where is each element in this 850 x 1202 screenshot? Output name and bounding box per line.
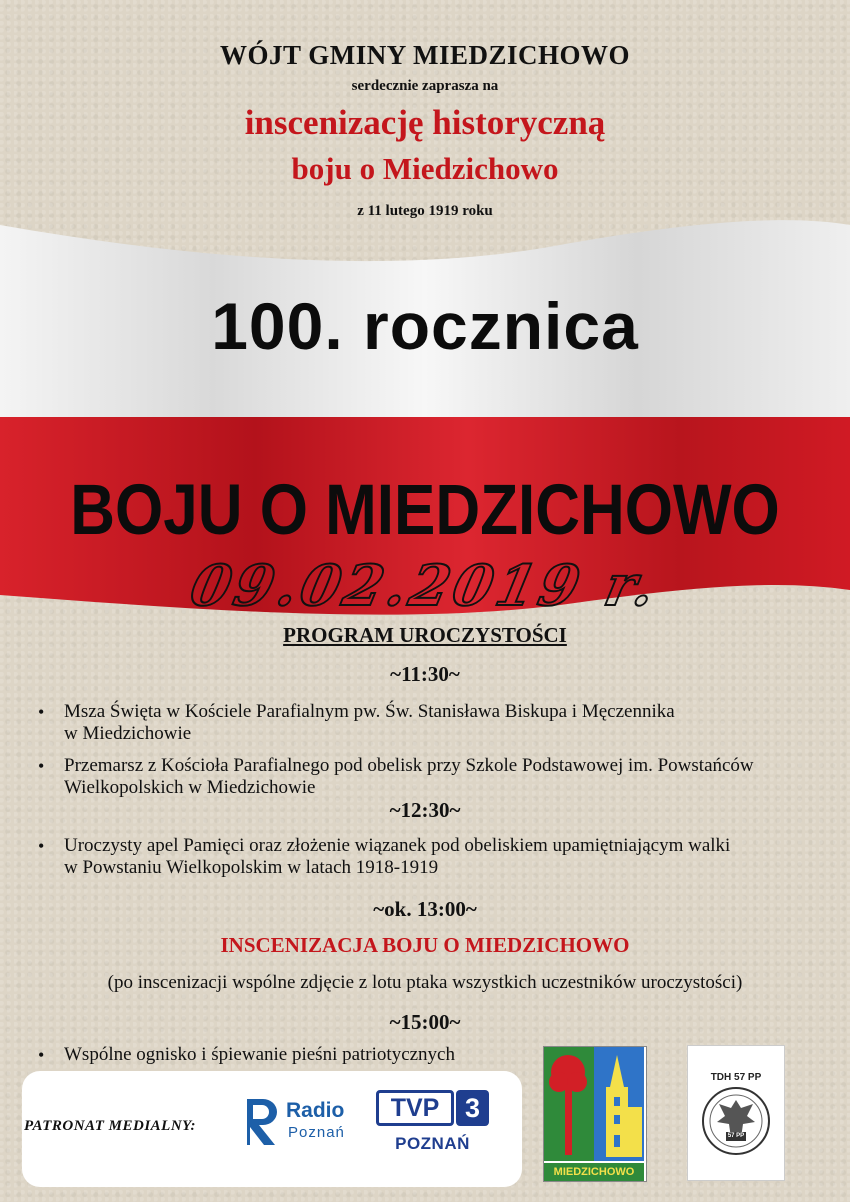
event-historic-date: z 11 lutego 1919 roku bbox=[357, 203, 493, 219]
program-heading: PROGRAM UROCZYSTOŚCI bbox=[283, 623, 567, 647]
tvp-number: 3 bbox=[456, 1090, 489, 1126]
time-1500: ~15:00~ bbox=[389, 1010, 461, 1034]
event-title-line2: boju o Miedzichowo bbox=[291, 151, 559, 186]
eagle-badge-icon bbox=[701, 1086, 771, 1156]
tdh-57pp-emblem bbox=[687, 1045, 785, 1181]
event-title-line1: inscenizację historyczną bbox=[244, 103, 606, 142]
list-item: • Msza Święta w Kościele Parafialnym pw. Św. Stanisława Biskupa i Męczennika w Miedzichowie bbox=[38, 701, 818, 745]
time-1230: ~12:30~ bbox=[389, 798, 461, 822]
list-item: • Przemarsz z Kościoła Parafialnego pod obelisk przy Szkole Podstawowej im. Powstańców Wielkopolskich w Miedzichowie bbox=[38, 755, 818, 799]
media-patron-label: PATRONAT MEDIALNY: bbox=[24, 1118, 196, 1134]
tvp3-poznan-logo bbox=[376, 1090, 492, 1160]
radio-logo-icon bbox=[244, 1099, 280, 1145]
list-item: • Wspólne ognisko i śpiewanie pieśni patriotycznych bbox=[38, 1044, 818, 1066]
commune-label: MIEDZICHOWO bbox=[544, 1163, 644, 1181]
tvp-letters: TVP bbox=[376, 1090, 454, 1126]
list-item: • Uroczysty apel Pamięci oraz złożenie wiązanek pod obeliskiem upamiętniającym walki w Powstaniu Wielkopolskim w latach 1918-1919 bbox=[38, 835, 818, 879]
program-list-1230 bbox=[38, 835, 818, 879]
radio-city: Poznań bbox=[288, 1124, 345, 1141]
reenactment-note: (po inscenizacji wspólne zdjęcie z lotu ptaka wszystkich uczestników uroczystości) bbox=[107, 972, 743, 993]
anniversary-heading: 100. rocznica bbox=[211, 289, 639, 363]
invitation-subtitle: serdecznie zaprasza na bbox=[351, 78, 499, 94]
radio-name: Radio bbox=[286, 1099, 345, 1122]
miedzichowo-coat-of-arms bbox=[543, 1046, 647, 1182]
time-1300: ~ok. 13:00~ bbox=[373, 897, 477, 921]
battle-name-heading: BOJU O MIEDZICHOWO bbox=[70, 470, 780, 551]
coat-of-arms-icon bbox=[544, 1047, 644, 1161]
radio-poznan-logo bbox=[244, 1097, 354, 1147]
event-date: 09.02.2019 r. bbox=[184, 553, 666, 619]
organizer-title: WÓJT GMINY MIEDZICHOWO bbox=[219, 40, 631, 70]
tdh-inner-label: 57 PP bbox=[727, 1133, 745, 1139]
time-1130: ~11:30~ bbox=[390, 662, 460, 686]
tdh-label: TDH 57 PP bbox=[710, 1072, 762, 1083]
reenactment-title: INSCENIZACJA BOJU O MIEDZICHOWO bbox=[220, 933, 630, 957]
tvp-city: POZNAŃ bbox=[395, 1134, 470, 1153]
program-list-1130 bbox=[38, 701, 818, 799]
